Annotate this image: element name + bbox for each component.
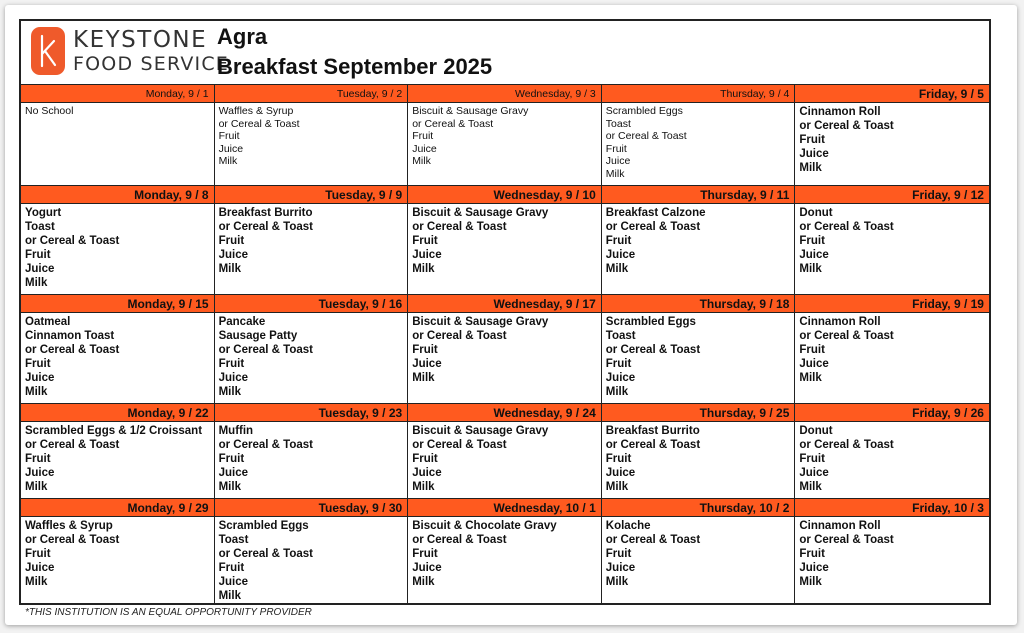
menu-item: Juice [605,562,636,574]
menu-item: or Cereal & Toast [605,534,701,546]
menu-items [602,204,795,294]
menu-item: or Cereal & Toast [605,130,687,142]
menu-item: Milk [218,386,241,398]
menu-item: Juice [412,142,437,155]
menu-item: Cinnamon Roll [799,520,881,532]
day-header: Friday, 9 / 12 [795,186,989,204]
menu-frame [19,19,991,618]
menu-item: or Cereal & Toast [412,534,507,546]
day-header: Monday, 9 / 22 [21,404,214,422]
day-cell [215,404,409,498]
menu-item: or Cereal & Toast [218,344,313,356]
menu-item: Juice [799,467,829,479]
menu-header [21,21,989,85]
menu-item: Cinnamon Roll [799,316,881,328]
menu-item: Fruit [25,358,51,370]
menu-items [408,422,601,498]
menu-item: Muffin [218,425,254,437]
equal-opportunity-note: *THIS INSTITUTION IS AN EQUAL OPPORTUNITY PROVIDER [25,607,312,618]
menu-item: Fruit [799,548,825,560]
menu-item: Fruit [605,142,627,155]
menu-item: Waffles & Syrup [218,105,294,117]
day-cell [215,186,409,294]
menu-item: Milk [218,481,241,493]
day-header: Friday, 10 / 3 [795,499,989,517]
day-cell [215,295,409,403]
menu-item: or Cereal & Toast [412,330,507,342]
menu-items [215,204,408,294]
day-cell [602,499,796,605]
menu-item: or Cereal & Toast [412,221,507,233]
day-cell [408,85,602,185]
menu-item: or Cereal & Toast [799,330,894,342]
menu-item: Cinnamon Roll [799,106,881,118]
day-cell [795,186,989,294]
menu-item: Juice [218,576,249,588]
day-header: Monday, 9 / 1 [21,85,214,103]
menu-item: Juice [25,562,55,574]
menu-item: Donut [799,425,833,437]
menu-item: or Cereal & Toast [25,439,120,451]
day-header: Tuesday, 9 / 2 [215,85,408,103]
menu-item: Biscuit & Sausage Gravy [412,105,529,117]
day-header: Tuesday, 9 / 30 [215,499,408,517]
menu-item: or Cereal & Toast [605,221,701,233]
day-cell [602,295,796,403]
day-header: Thursday, 9 / 25 [602,404,795,422]
menu-items [795,204,989,294]
menu-item: Juice [799,148,829,160]
menu-item: Donut [799,207,833,219]
week-row [21,186,989,295]
menu-item: or Cereal & Toast [605,344,701,356]
menu-items [21,313,214,403]
menu-item: or Cereal & Toast [605,439,701,451]
menu-item: or Cereal & Toast [218,221,313,233]
menu-item: or Cereal & Toast [799,221,894,233]
day-cell [795,85,989,185]
menu-item: Fruit [605,453,632,465]
menu-item: Milk [218,263,241,275]
menu-item: No School [25,105,74,117]
menu-item: Fruit [799,344,825,356]
menu-item: Fruit [218,358,245,370]
menu-item: Juice [799,249,829,261]
day-header: Friday, 9 / 26 [795,404,989,422]
menu-item: Fruit [25,548,51,560]
day-header: Thursday, 9 / 18 [602,295,795,313]
week-row [21,295,989,404]
menu-item: Milk [605,263,629,275]
day-header: Monday, 9 / 15 [21,295,214,313]
day-header: Friday, 9 / 19 [795,295,989,313]
menu-item: Milk [412,481,435,493]
menu-item: Juice [605,467,636,479]
menu-item: Juice [25,263,55,275]
menu-item: Juice [412,467,442,479]
day-header: Thursday, 9 / 4 [602,85,795,103]
day-header: Monday, 9 / 29 [21,499,214,517]
menu-item: Scrambled Eggs & 1/2 Croissant [25,425,203,437]
day-cell [21,404,215,498]
menu-item: Milk [412,372,435,384]
day-cell [795,499,989,605]
day-cell [408,186,602,294]
menu-item: or Cereal & Toast [799,534,894,546]
day-header: Friday, 9 / 5 [795,85,989,103]
menu-items [21,517,214,605]
menu-item: Milk [412,263,435,275]
menu-item: Breakfast Burrito [218,207,313,219]
menu-item: Milk [605,386,629,398]
menu-item: Yogurt [25,207,62,219]
menu-item: Juice [412,358,442,370]
brand-name: KEYSTONE [73,27,208,53]
menu-item: Biscuit & Chocolate Gravy [412,520,557,532]
menu-item: Milk [25,386,48,398]
menu-item: or Cereal & Toast [25,534,120,546]
menu-items [215,103,408,185]
menu-item: Milk [799,263,822,275]
menu-item: Juice [25,372,55,384]
menu-item: or Cereal & Toast [799,120,894,132]
day-header: Wednesday, 9 / 10 [408,186,601,204]
menu-items [795,313,989,403]
day-header: Wednesday, 9 / 17 [408,295,601,313]
menu-item: or Cereal & Toast [218,117,300,130]
menu-document [5,5,1017,625]
menu-item: Milk [799,162,822,174]
menu-item: Fruit [218,130,240,142]
menu-item: Toast [25,221,55,233]
menu-items [602,313,795,403]
menu-item: Toast [605,330,636,342]
menu-items [795,422,989,498]
menu-item: Milk [218,155,238,167]
menu-item: Juice [605,155,631,167]
day-cell [408,295,602,403]
menu-item: or Cereal & Toast [412,117,494,130]
menu-item: Milk [25,481,48,493]
menu-item: or Cereal & Toast [799,439,894,451]
menu-items [408,517,601,605]
menu-item: Juice [218,142,244,155]
menu-item: or Cereal & Toast [25,235,120,247]
menu-items [215,517,408,605]
menu-items [21,204,214,294]
menu-item: Kolache [605,520,651,532]
day-cell [21,186,215,294]
menu-item: Fruit [799,453,825,465]
menu-items [21,103,214,185]
day-cell [795,404,989,498]
day-cell [215,499,409,605]
day-header: Wednesday, 10 / 1 [408,499,601,517]
day-cell [21,85,215,185]
menu-items [602,103,795,185]
menu-item: Juice [218,249,249,261]
menu-item: Breakfast Calzone [605,207,706,219]
day-cell [602,186,796,294]
menu-items [602,517,795,605]
menu-item: Biscuit & Sausage Gravy [412,316,549,328]
menu-item: or Cereal & Toast [218,439,313,451]
menu-item: Juice [218,467,249,479]
menu-items [21,422,214,498]
menu-item: Fruit [412,130,434,142]
menu-item: Milk [412,155,431,167]
menu-item: Juice [25,467,55,479]
menu-items [408,103,601,185]
menu-item: Scrambled Eggs [218,520,309,532]
menu-item: Milk [605,481,629,493]
menu-item: Fruit [799,235,825,247]
menu-items [795,103,989,185]
day-cell [21,295,215,403]
menu-item: or Cereal & Toast [218,548,313,560]
menu-item: Milk [799,372,822,384]
week-row [21,404,989,499]
menu-item: Fruit [605,235,632,247]
menu-item: Juice [412,562,442,574]
day-header: Wednesday, 9 / 3 [408,85,601,103]
menu-item: Fruit [412,235,438,247]
menu-item: Sausage Patty [218,330,298,342]
menu-item: Breakfast Burrito [605,425,700,437]
menu-item: Waffles & Syrup [25,520,113,532]
day-cell [408,404,602,498]
calendar-grid [21,85,989,605]
menu-item: Fruit [412,344,438,356]
menu-item: Oatmeal [25,316,71,328]
menu-items [408,313,601,403]
menu-item: Fruit [605,548,632,560]
day-header: Thursday, 9 / 11 [602,186,795,204]
menu-item: Biscuit & Sausage Gravy [412,425,549,437]
menu-item: Juice [799,358,829,370]
day-header: Wednesday, 9 / 24 [408,404,601,422]
week-row [21,85,989,186]
day-header: Monday, 9 / 8 [21,186,214,204]
menu-item: Fruit [412,548,438,560]
menu-item: Fruit [412,453,438,465]
day-header: Tuesday, 9 / 16 [215,295,408,313]
menu-item: or Cereal & Toast [412,439,507,451]
menu-item: Pancake [218,316,266,328]
menu-items [215,313,408,403]
menu-item: Juice [218,372,249,384]
keystone-logo-icon [31,27,65,75]
page-title: Breakfast September 2025 [217,54,493,79]
menu-item: Milk [799,576,822,588]
menu-item: Fruit [25,453,51,465]
day-header: Tuesday, 9 / 9 [215,186,408,204]
day-cell [408,499,602,605]
menu-item: Juice [605,372,636,384]
menu-item: Milk [25,576,48,588]
day-cell [602,404,796,498]
menu-item: Scrambled Eggs [605,105,683,117]
menu-items [602,422,795,498]
menu-item: Milk [605,576,629,588]
menu-item: Cinnamon Toast [25,330,115,342]
day-header: Thursday, 10 / 2 [602,499,795,517]
menu-item: Fruit [605,358,632,370]
menu-items [408,204,601,294]
school-name: Agra [217,24,268,49]
day-cell [602,85,796,185]
menu-items [795,517,989,605]
menu-item: Toast [218,534,249,546]
menu-item: Biscuit & Sausage Gravy [412,207,549,219]
menu-item: Milk [799,481,822,493]
menu-item: or Cereal & Toast [25,344,120,356]
menu-item: Fruit [799,134,825,146]
menu-item: Fruit [218,453,245,465]
menu-item: Milk [25,277,48,289]
menu-item: Milk [218,590,241,602]
menu-item: Milk [605,167,625,180]
brand-subtitle: FOOD SERVICE [73,53,230,75]
menu-item: Scrambled Eggs [605,316,696,328]
menu-items [215,422,408,498]
day-cell [795,295,989,403]
menu-item: Juice [412,249,442,261]
menu-item: Fruit [218,235,245,247]
day-header: Tuesday, 9 / 23 [215,404,408,422]
menu-item: Toast [605,117,631,130]
menu-item: Fruit [218,562,245,574]
day-cell [215,85,409,185]
menu-item: Juice [605,249,636,261]
day-cell [21,499,215,605]
week-row [21,499,989,605]
menu-item: Juice [799,562,829,574]
menu-item: Fruit [25,249,51,261]
menu-item: Milk [412,576,435,588]
